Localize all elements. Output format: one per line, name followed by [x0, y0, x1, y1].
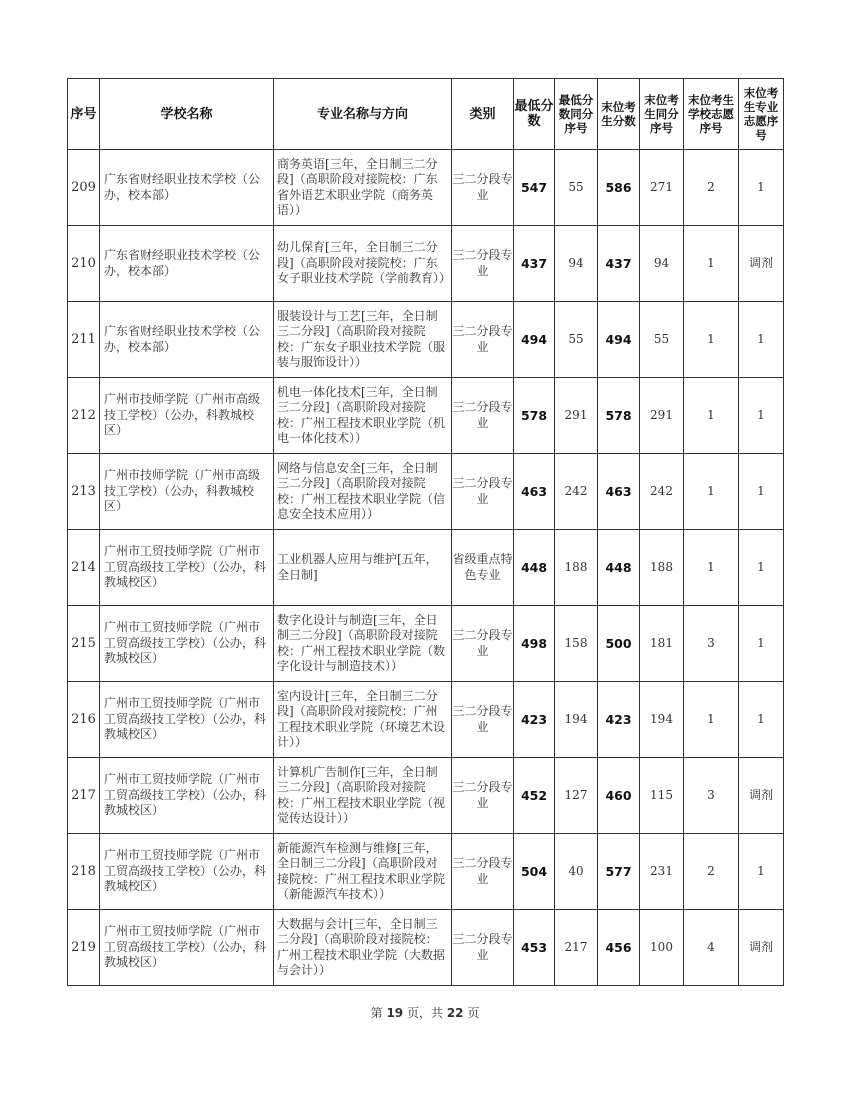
cell-last-score: 463: [598, 454, 640, 530]
cell-major: 计算机广告制作[三年，全日制三二分段]（高职阶段对接院校：广州工程技术职业学院（视觉传达设计））: [274, 758, 452, 834]
cell-school-pref: 3: [684, 606, 739, 682]
cell-school-pref: 3: [684, 758, 739, 834]
cell-major-pref: 1: [739, 834, 784, 910]
cell-major: 机电一体化技术[三年，全日制三二分段]（高职阶段对接院校：广州工程技术职业学院（机电一体化技术））: [274, 378, 452, 454]
footer-suffix: 页: [467, 1006, 480, 1020]
cell-seq: 210: [68, 226, 100, 302]
cell-major: 新能源汽车检测与维修[三年，全日制三二分段]（高职阶段对接院校：广州工程技术职业学院（新能源汽车技术））: [274, 834, 452, 910]
footer-page-number: 19: [386, 1006, 404, 1020]
cell-category: 三二分段专业: [452, 606, 514, 682]
cell-school: 广州市工贸技师学院（广州市工贸高级技工学校）（公办，科教城校区）: [100, 758, 274, 834]
cell-category: 三二分段专业: [452, 910, 514, 986]
table-row: [68, 150, 784, 226]
cell-major-pref: 1: [739, 378, 784, 454]
cell-category: 三二分段专业: [452, 378, 514, 454]
cell-last-rank: 181: [640, 606, 684, 682]
page-footer: [0, 1004, 850, 1021]
cell-min-score: 437: [514, 226, 555, 302]
table-row: [68, 606, 784, 682]
cell-school-pref: 1: [684, 682, 739, 758]
cell-last-rank: 94: [640, 226, 684, 302]
admission-table: [67, 78, 784, 986]
cell-category: 三二分段专业: [452, 758, 514, 834]
cell-min-rank: 40: [555, 834, 598, 910]
header-min-score: 最低分数: [514, 79, 555, 150]
cell-major-pref: 调剂: [739, 226, 784, 302]
cell-min-rank: 127: [555, 758, 598, 834]
cell-min-rank: 194: [555, 682, 598, 758]
cell-min-score: 504: [514, 834, 555, 910]
cell-major-pref: 1: [739, 302, 784, 378]
cell-category: 三二分段专业: [452, 454, 514, 530]
cell-school-pref: 1: [684, 530, 739, 606]
cell-last-rank: 242: [640, 454, 684, 530]
cell-school-pref: 1: [684, 378, 739, 454]
cell-min-rank: 158: [555, 606, 598, 682]
cell-last-rank: 291: [640, 378, 684, 454]
cell-major-pref: 调剂: [739, 910, 784, 986]
cell-seq: 214: [68, 530, 100, 606]
cell-last-score: 577: [598, 834, 640, 910]
cell-min-rank: 291: [555, 378, 598, 454]
cell-seq: 218: [68, 834, 100, 910]
cell-category: 三二分段专业: [452, 302, 514, 378]
cell-school-pref: 1: [684, 302, 739, 378]
cell-seq: 217: [68, 758, 100, 834]
cell-min-score: 547: [514, 150, 555, 226]
cell-last-score: 437: [598, 226, 640, 302]
cell-seq: 219: [68, 910, 100, 986]
cell-last-rank: 194: [640, 682, 684, 758]
footer-middle: 页，共: [406, 1006, 443, 1020]
cell-last-score: 456: [598, 910, 640, 986]
cell-major-pref: 1: [739, 454, 784, 530]
cell-school: 广州市技师学院（广州市高级技工学校）（公办，科教城校区）: [100, 378, 274, 454]
cell-last-rank: 271: [640, 150, 684, 226]
cell-school: 广州市工贸技师学院（广州市工贸高级技工学校）（公办，科教城校区）: [100, 682, 274, 758]
cell-seq: 215: [68, 606, 100, 682]
cell-min-score: 423: [514, 682, 555, 758]
cell-category: 三二分段专业: [452, 150, 514, 226]
cell-major-pref: 1: [739, 682, 784, 758]
cell-last-score: 423: [598, 682, 640, 758]
header-school: 学校名称: [100, 79, 274, 150]
cell-school: 广州市工贸技师学院（广州市工贸高级技工学校）（公办，科教城校区）: [100, 834, 274, 910]
cell-min-rank: 55: [555, 302, 598, 378]
cell-school-pref: 1: [684, 226, 739, 302]
cell-category: 三二分段专业: [452, 226, 514, 302]
header-seq: 序号: [68, 79, 100, 150]
footer-total-pages: 22: [446, 1006, 464, 1020]
cell-seq: 211: [68, 302, 100, 378]
cell-major-pref: 调剂: [739, 758, 784, 834]
table-row: [68, 682, 784, 758]
cell-last-score: 586: [598, 150, 640, 226]
cell-major-pref: 1: [739, 606, 784, 682]
cell-school: 广东省财经职业技术学校（公办，校本部）: [100, 226, 274, 302]
cell-major: 网络与信息安全[三年，全日制三二分段]（高职阶段对接院校：广州工程技术职业学院（信息安全技术应用））: [274, 454, 452, 530]
header-major: 专业名称与方向: [274, 79, 452, 150]
header-last-score: 末位考生分数: [598, 79, 640, 150]
cell-seq: 212: [68, 378, 100, 454]
cell-min-score: 448: [514, 530, 555, 606]
cell-major: 幼儿保育[三年，全日制三二分段]（高职阶段对接院校：广东女子职业技术学院（学前教育））: [274, 226, 452, 302]
cell-min-rank: 94: [555, 226, 598, 302]
cell-last-rank: 100: [640, 910, 684, 986]
cell-seq: 213: [68, 454, 100, 530]
cell-min-score: 578: [514, 378, 555, 454]
table-row: [68, 910, 784, 986]
cell-major: 商务英语[三年，全日制三二分段]（高职阶段对接院校：广东省外语艺术职业学院（商务英语））: [274, 150, 452, 226]
header-last-major-pref: 末位考生专业志愿序号: [739, 79, 784, 150]
cell-school: 广州市工贸技师学院（广州市工贸高级技工学校）（公办，科教城校区）: [100, 910, 274, 986]
cell-major-pref: 1: [739, 530, 784, 606]
cell-category: 三二分段专业: [452, 834, 514, 910]
table-row: [68, 834, 784, 910]
cell-category: 省级重点特色专业: [452, 530, 514, 606]
cell-last-score: 460: [598, 758, 640, 834]
cell-min-score: 498: [514, 606, 555, 682]
header-min-score-same-rank: 最低分数同分序号: [555, 79, 598, 150]
table-row: [68, 302, 784, 378]
cell-last-score: 500: [598, 606, 640, 682]
table-row: [68, 454, 784, 530]
cell-min-rank: 242: [555, 454, 598, 530]
footer-prefix: 第: [370, 1006, 383, 1020]
cell-major: 室内设计[三年，全日制三二分段]（高职阶段对接院校：广州工程技术职业学院（环境艺术设计））: [274, 682, 452, 758]
header-last-same-rank: 末位考生同分序号: [640, 79, 684, 150]
cell-last-rank: 115: [640, 758, 684, 834]
header-category: 类别: [452, 79, 514, 150]
cell-seq: 216: [68, 682, 100, 758]
cell-min-score: 463: [514, 454, 555, 530]
header-last-school-pref: 末位考生学校志愿序号: [684, 79, 739, 150]
cell-last-score: 494: [598, 302, 640, 378]
cell-last-rank: 231: [640, 834, 684, 910]
table-row: [68, 758, 784, 834]
cell-school-pref: 4: [684, 910, 739, 986]
cell-min-score: 494: [514, 302, 555, 378]
cell-min-rank: 188: [555, 530, 598, 606]
cell-min-rank: 55: [555, 150, 598, 226]
cell-major: 数字化设计与制造[三年，全日制三二分段]（高职阶段对接院校：广州工程技术职业学院（数字化设计与制造技术））: [274, 606, 452, 682]
cell-major: 工业机器人应用与维护[五年，全日制]: [274, 530, 452, 606]
cell-school: 广东省财经职业技术学校（公办，校本部）: [100, 150, 274, 226]
cell-major: 服装设计与工艺[三年，全日制三二分段]（高职阶段对接院校：广东女子职业技术学院（服装与服饰设计））: [274, 302, 452, 378]
cell-min-rank: 217: [555, 910, 598, 986]
cell-min-score: 453: [514, 910, 555, 986]
table-row: [68, 226, 784, 302]
cell-seq: 209: [68, 150, 100, 226]
cell-last-score: 448: [598, 530, 640, 606]
cell-school: 广东省财经职业技术学校（公办，校本部）: [100, 302, 274, 378]
cell-last-score: 578: [598, 378, 640, 454]
cell-school: 广州市工贸技师学院（广州市工贸高级技工学校）（公办，科教城校区）: [100, 606, 274, 682]
cell-last-rank: 188: [640, 530, 684, 606]
cell-min-score: 452: [514, 758, 555, 834]
cell-school-pref: 2: [684, 150, 739, 226]
cell-major: 大数据与会计[三年，全日制三二分段]（高职阶段对接院校：广州工程技术职业学院（大数据与会计））: [274, 910, 452, 986]
cell-school-pref: 2: [684, 834, 739, 910]
cell-last-rank: 55: [640, 302, 684, 378]
table-row: [68, 378, 784, 454]
cell-category: 三二分段专业: [452, 682, 514, 758]
table-row: [68, 530, 784, 606]
cell-school-pref: 1: [684, 454, 739, 530]
cell-major-pref: 1: [739, 150, 784, 226]
cell-school: 广州市工贸技师学院（广州市工贸高级技工学校）（公办，科教城校区）: [100, 530, 274, 606]
cell-school: 广州市技师学院（广州市高级技工学校）（公办，科教城校区）: [100, 454, 274, 530]
header-row: [68, 79, 784, 150]
